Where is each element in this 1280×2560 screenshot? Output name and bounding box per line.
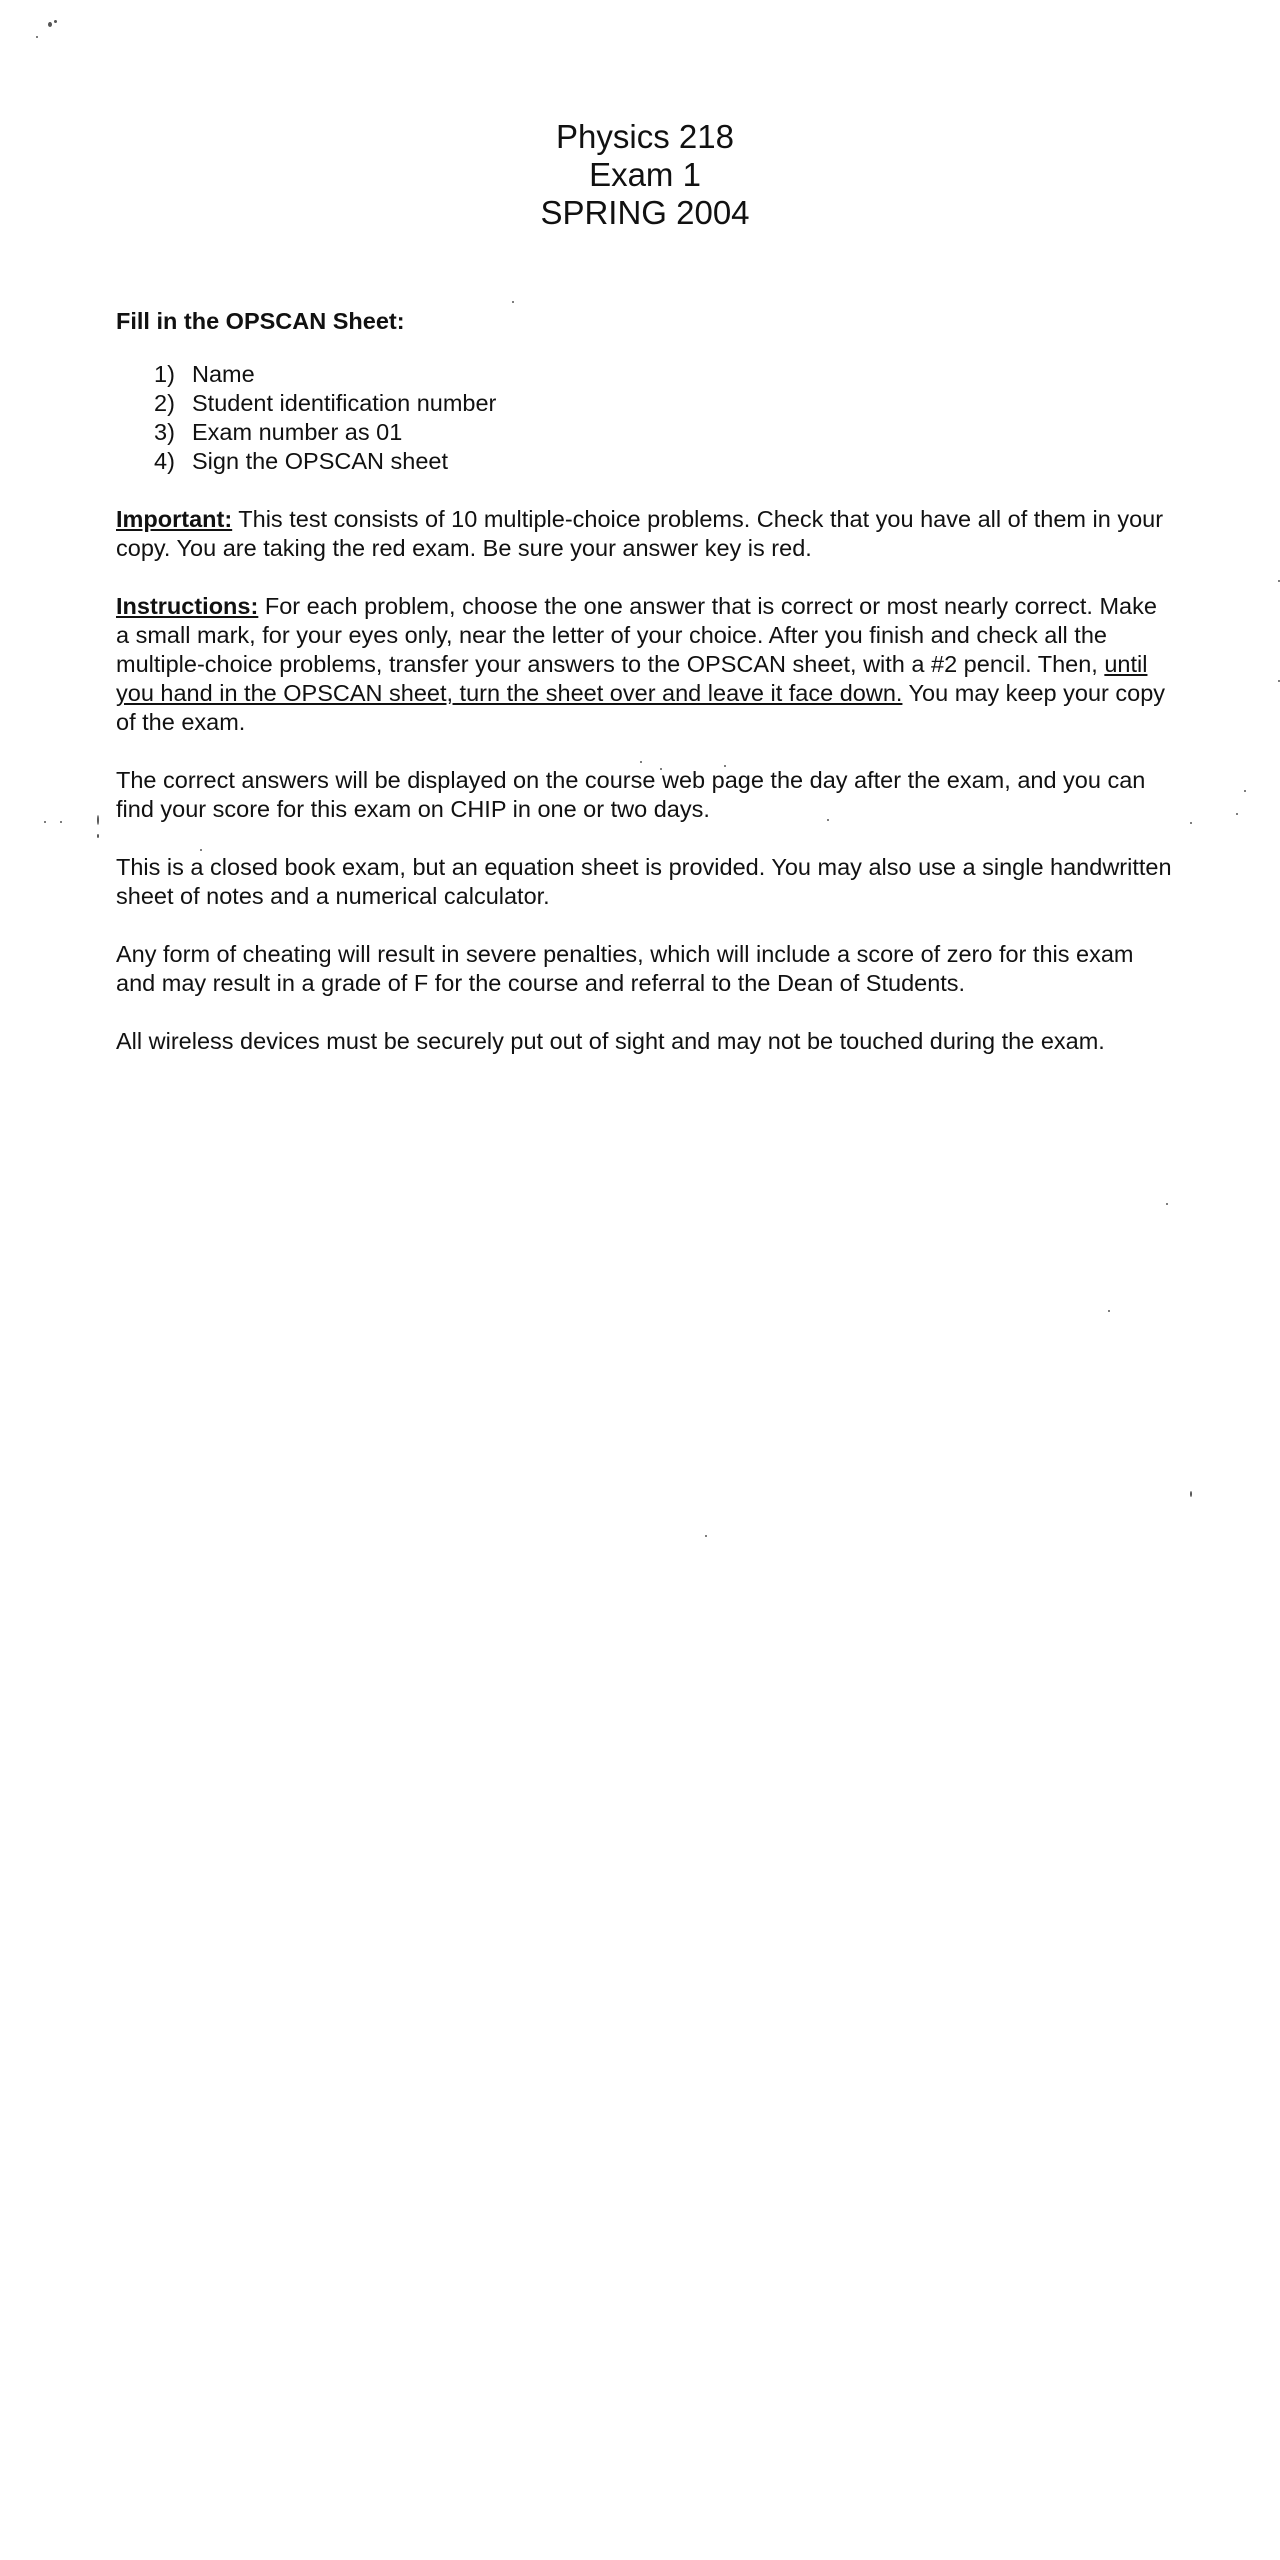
step-number: 4) [154, 448, 175, 474]
scan-speck [36, 36, 38, 38]
step-number: 1) [154, 361, 175, 387]
exam-instructions [116, 307, 1176, 1056]
instructions-paragraph [116, 592, 1176, 737]
scan-speck [1236, 813, 1238, 815]
instructions-underlined-text: until you hand in the OPSCAN sheet, turn the sheet over and leave it face down. [116, 651, 1148, 706]
scan-speck [1190, 1491, 1192, 1497]
step-number: 3) [154, 419, 175, 445]
scan-speck [44, 821, 46, 823]
important-paragraph [116, 505, 1176, 563]
step-text: Exam number as 01 [192, 419, 403, 445]
scan-speck [54, 20, 57, 23]
scan-speck [1166, 1203, 1168, 1205]
scan-speck [512, 301, 514, 303]
exam-term: SPRING 2004 [540, 194, 750, 231]
important-label: Important: [116, 506, 233, 532]
instructions-text: For each problem, choose the one answer that is correct or most nearly correct. Make a small mark, for your eyes only, near the letter of your choice. After you finish and check all the multiple-choice problems, transfer your answers to the OPSCAN sheet, with a #2 pencil. Then, [116, 593, 1157, 677]
scan-speck [48, 22, 52, 27]
answers-paragraph: The correct answers will be displayed on the course web page the day after the exam, and you can find your score for this exam on CHIP in one or two days. [116, 767, 1146, 822]
exam-title [0, 118, 1280, 232]
scan-speck [97, 834, 99, 838]
course-title: Physics 218 [556, 118, 734, 155]
scan-speck [1190, 822, 1192, 824]
list-item [154, 447, 1176, 476]
scan-speck [705, 1535, 707, 1537]
scan-speck [97, 815, 99, 825]
step-number: 2) [154, 390, 175, 416]
closed-book-paragraph: This is a closed book exam, but an equation sheet is provided. You may also use a single handwritten sheet of notes and a numerical calculator. [116, 854, 1172, 909]
wireless-paragraph: All wireless devices must be securely put out of sight and may not be touched during the exam. [116, 1028, 1105, 1054]
list-item [154, 389, 1176, 418]
important-text: This test consists of 10 multiple-choice problems. Check that you have all of them in your copy. You are taking the red exam. Be sure your answer key is red. [116, 506, 1164, 561]
list-item [154, 360, 1176, 389]
scan-speck [60, 821, 62, 823]
opscan-heading: Fill in the OPSCAN Sheet: [116, 308, 405, 334]
cheating-paragraph: Any form of cheating will result in severe penalties, which will include a score of zero for this exam and may result in a grade of F for the course and referral to the Dean of Students. [116, 941, 1134, 996]
exam-number: Exam 1 [589, 156, 701, 193]
opscan-steps [154, 360, 1176, 476]
step-text: Name [192, 361, 255, 387]
step-text: Student identification number [192, 390, 497, 416]
instructions-text-end: You may keep your copy of the exam. [116, 680, 1166, 735]
step-text: Sign the OPSCAN sheet [192, 448, 449, 474]
list-item [154, 418, 1176, 447]
instructions-label: Instructions: [116, 593, 259, 619]
scan-speck [1244, 790, 1246, 792]
scan-speck [1108, 1310, 1110, 1312]
